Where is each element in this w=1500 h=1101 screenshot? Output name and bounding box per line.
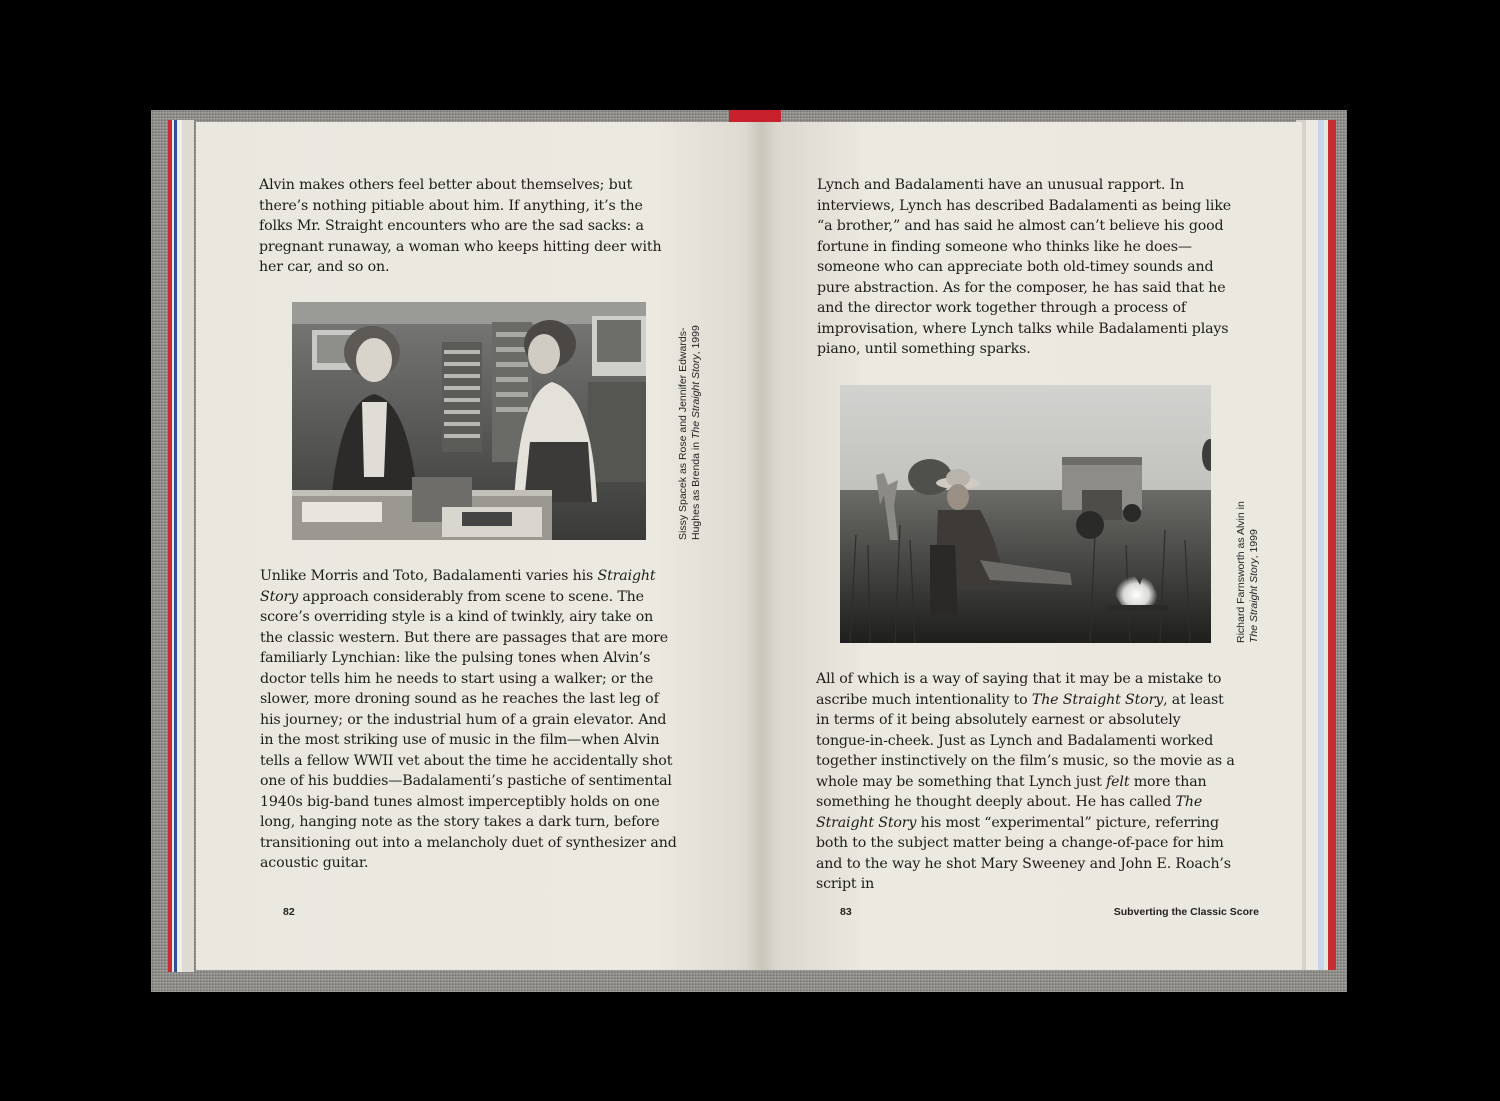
right-caption-line-2: [1248, 443, 1261, 643]
left-p2-title: Straight Story: [260, 568, 656, 605]
right-p2-part-2: , at least in terms of it being absolutely earnest or absolutely tongue-in-cheek. Just as Lynch and Badalamenti worked together instinctively on the film’s music, so the movie as a whole may be something that Lynch just: [816, 691, 1235, 790]
right-p2-emphasis: felt: [1106, 773, 1130, 790]
left-p2-rest: approach considerably from scene to scene. The score’s overriding style is a kind of twinkly, airy take on the classic western. But there are passages that are more familiarly Lynchian: like the pulsing tones when Alvin’s doctor tells him he needs to start using a walker; or the slower, more droning sound as he reaches the last leg of his journey; or the industrial hum of a grain elevator. And in the most striking use of music in the film—when Alvin tells a fellow WWII vet about the time he accidentally shot one of his buddies—Badalamenti’s pastiche of sentimental 1940s big-band tunes almost imperceptibly holds on one long, hanging note as the story takes a dark turn, before transitioning out into a melancholy duet of synthesizer and acoustic guitar.: [260, 588, 677, 871]
left-photo-caption: [677, 300, 703, 540]
page-number-left: 82: [283, 906, 295, 918]
right-p2-title-1: The Straight Story: [1031, 691, 1164, 708]
left-caption-suffix: , 1999: [690, 325, 702, 355]
page-block-edge-right: [1296, 120, 1336, 970]
right-caption-film-title: The Straight Story: [1248, 558, 1260, 643]
left-paragraph-1: Alvin makes others feel better about themselves; but there’s nothing pitiable about him. If anything, it’s the folks Mr. Straight encounters who are the sad sacks: a pregnant runaway, a woman who keeps hitting deer with her car, and so on.: [259, 177, 662, 275]
store-scene-image: [292, 302, 646, 540]
right-p2-title-2: The Straight Story: [816, 794, 1203, 831]
left-caption-prefix: Hughes as Brenda in: [690, 439, 702, 540]
left-caption-film-title: The Straight Story: [690, 354, 702, 440]
campfire-scene-image: [840, 385, 1211, 643]
running-head: Subverting the Classic Score: [1113, 906, 1259, 918]
right-paragraph-2: [816, 669, 1236, 895]
page-number-right: 83: [840, 906, 852, 918]
left-p2-prefix: Unlike Morris and Toto, Badalamenti varies his: [260, 568, 598, 584]
left-caption-line-2: [690, 300, 703, 540]
right-p2-part-3: more than something he thought deeply about. He has called: [816, 773, 1207, 810]
right-photo-caption: [1235, 443, 1261, 643]
right-paragraph-1: Lynch and Badalamenti have an unusual rapport. In interviews, Lynch has described Badalamenti as being like “a brother,” and has said he almost can’t believe his good fortune in finding someone who thinks like he does—someone who can appreciate both old-timey sounds and pure abstraction. As for the composer, he has said that he and the director work together through a process of improvisation, where Lynch talks while Badalamenti plays piano, until something sparks.: [817, 177, 1232, 357]
left-paragraph-2: [260, 566, 678, 874]
campfire-scene-photo: [840, 385, 1211, 643]
right-caption-suffix: , 1999: [1248, 529, 1260, 559]
left-caption-line-1: Sissy Spacek as Rose and Jennifer Edwards-: [677, 327, 689, 540]
right-p2-part-4: his most “experimental” picture, referring both to the subject matter being a change-of-pace for him and to the way he shot Mary Sweeney and John E. Roach’s script in: [816, 814, 1231, 892]
page-block-edge-left: [168, 120, 194, 972]
store-scene-photo: [292, 302, 646, 540]
right-p2-part-1: All of which is a way of saying that it may be a mistake to ascribe much intentionality to: [816, 671, 1222, 708]
right-caption-line-1: Richard Farnsworth as Alvin in: [1235, 501, 1247, 643]
